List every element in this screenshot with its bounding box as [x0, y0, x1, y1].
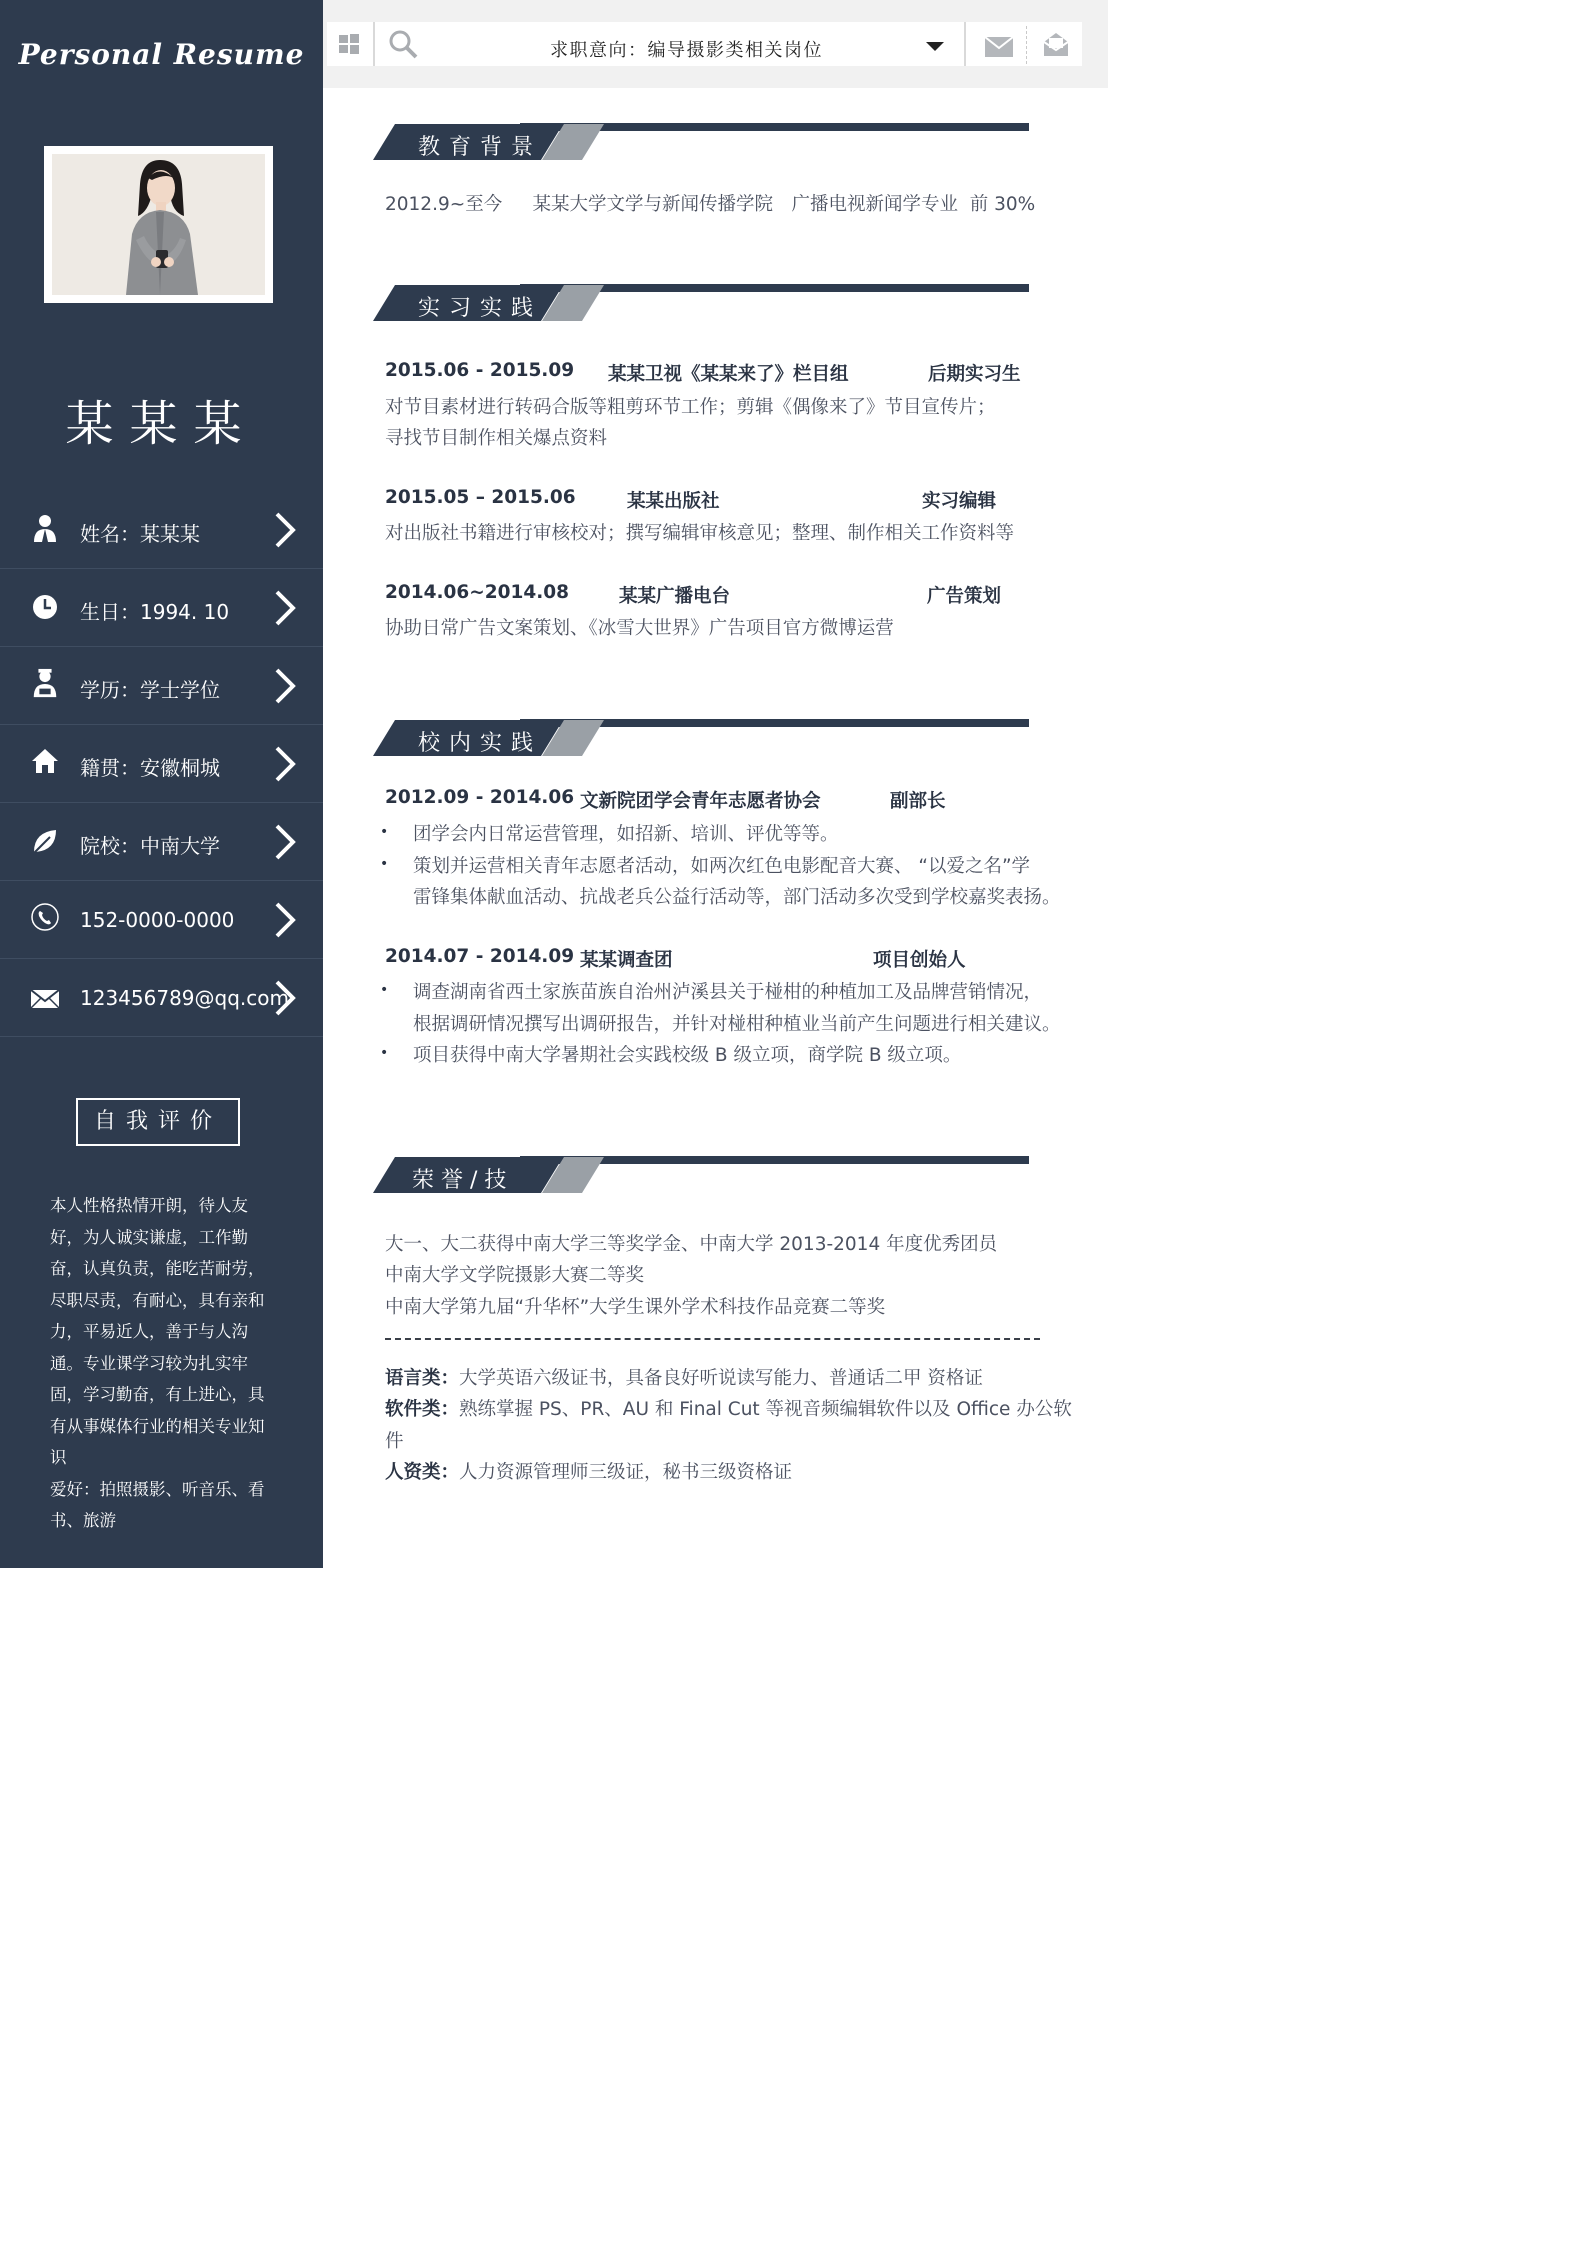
campus-bullet: 策划并运营相关青年志愿者活动，如两次红色电影配音大赛、 “以爱之名”学 [413, 856, 1031, 877]
internship-detail: 对出版社书籍进行审核校对；撰写编辑审核意见；整理、制作相关工作资料等 [385, 523, 1015, 544]
windows-icon[interactable] [338, 33, 360, 55]
info-email-text: 123456789@qq.com [80, 986, 289, 1010]
section-title-education: 教育背景 [418, 135, 543, 160]
info-row-school[interactable] [0, 802, 323, 881]
info-name-text: 姓名：某某某 [80, 522, 200, 546]
internship-date: 2015.05 – 2015.06 [385, 487, 576, 508]
education-line: 2012.9~至今 某某大学文学与新闻传播学院 广播电视新闻学专业 前 30% [385, 194, 1036, 215]
info-row-degree[interactable] [0, 646, 323, 725]
info-row-name[interactable] [0, 490, 323, 569]
campus-bullet-continued: 雷锋集体献血活动、抗战老兵公益行活动等，部门活动多次受到学校嘉奖表扬。 [413, 887, 1061, 908]
dashed-divider [385, 1338, 1040, 1340]
info-phone-text: 152-0000-0000 [80, 908, 235, 932]
campus-role: 项目创始人 [873, 950, 966, 971]
campus-bullet: 团学会内日常运营管理，如招新、培训、评优等等。 [413, 824, 839, 845]
internship-role: 后期实习生 [928, 364, 1021, 385]
internship-detail: 对节目素材进行转码合版等粗剪环节工作；剪辑《偶像来了》节目宣传片； [385, 397, 996, 418]
topbar-divider [964, 22, 966, 66]
section-title-honors: 荣誉/技 [412, 1168, 514, 1193]
honor-line: 中南大学第九届“升华杯”大学生课外学术科技作品竞赛二等奖 [385, 1297, 886, 1318]
info-row-email[interactable] [0, 958, 323, 1037]
campus-org: 某某调查团 [580, 950, 673, 971]
info-degree-text: 学历：学士学位 [80, 678, 220, 702]
internship-detail: 寻找节目制作相关爆点资料 [385, 428, 608, 449]
internship-role: 实习编辑 [922, 491, 997, 512]
skill-text: 大学英语六级证书，具备良好听说读写能力、普通话二甲 资格证 [459, 1368, 983, 1389]
info-hometown-text: 籍贯：安徽桐城 [80, 756, 220, 780]
honor-line: 中南大学文学院摄影大赛二等奖 [385, 1265, 645, 1286]
chevron-right-icon [272, 588, 298, 628]
bullet-dot: • [380, 824, 389, 840]
candidate-name: 某某某 [65, 396, 258, 452]
chevron-right-icon [272, 900, 298, 940]
search-icon[interactable] [388, 29, 418, 59]
chevron-down-icon[interactable] [926, 42, 944, 52]
skill-label: 语言类： [385, 1368, 460, 1389]
mail-icon [30, 984, 60, 1014]
campus-date: 2012.09 - 2014.06 [385, 787, 575, 808]
info-row-birthday[interactable] [0, 568, 323, 647]
bullet-dot: • [380, 1045, 389, 1061]
internship-date: 2015.06 - 2015.09 [385, 360, 575, 381]
campus-date: 2014.07 - 2014.09 [385, 946, 575, 967]
info-row-phone[interactable] [0, 880, 323, 959]
clock-icon [30, 592, 60, 622]
campus-role: 副部长 [890, 791, 946, 812]
skill-line-language [385, 1364, 983, 1390]
chevron-right-icon [272, 510, 298, 550]
chevron-right-icon [272, 822, 298, 862]
skill-line-software [385, 1395, 1072, 1421]
bullet-dot: • [380, 856, 389, 872]
skill-label: 人资类： [385, 1462, 460, 1483]
phone-icon [30, 902, 60, 932]
skill-text: 人力资源管理师三级证，秘书三级资格证 [459, 1462, 793, 1483]
self-eval-block [50, 1190, 280, 1537]
section-title-campus: 校内实践 [418, 731, 543, 756]
avatar-photo [52, 154, 265, 295]
chevron-right-icon [272, 744, 298, 784]
internship-org: 某某广播电台 [619, 586, 731, 607]
topbar-divider [373, 22, 375, 66]
self-eval-title: 自我评价 [76, 1098, 240, 1146]
skill-text: 件 [385, 1431, 404, 1452]
topbar-dotted-divider [1026, 26, 1028, 64]
internship-date: 2014.06~2014.08 [385, 582, 570, 603]
section-title-internship: 实习实践 [418, 296, 543, 321]
internship-org: 某某卫视《某某来了》栏目组 [608, 364, 849, 385]
skill-text: 熟练掌握 PS、PR、AU 和 Final Cut 等视音频编辑软件以及 Office 办公软 [459, 1399, 1072, 1420]
graduate-icon [30, 668, 60, 698]
internship-detail: 协助日常广告文案策划、《冰雪大世界》广告项目官方微博运营 [385, 618, 894, 639]
campus-bullet: 调查湖南省西土家族苗族自治州泸溪县关于椪柑的种植加工及品牌营销情况， [413, 982, 1043, 1003]
skill-line-hr [385, 1458, 792, 1484]
campus-org: 文新院团学会青年志愿者协会 [580, 791, 821, 812]
skill-label: 软件类： [385, 1399, 460, 1420]
mail-icon[interactable] [985, 37, 1013, 57]
honor-line: 大一、大二获得中南大学三等奖学金、中南大学 2013-2014 年度优秀团员 [385, 1234, 998, 1255]
self-eval-text: 本人性格热情开朗，待人友好，为人诚实谦虚，工作勤奋，认真负责，能吃苦耐劳，尽职尽责，有耐心，具有亲和力，平易近人，善于与人沟通。专业课学习较为扎实牢固，学习勤奋，有上进心，具有从事媒体行业的相关专业知识 [50, 1196, 265, 1467]
info-birthday-text: 生日：1994. 10 [80, 600, 230, 624]
info-row-hometown[interactable] [0, 724, 323, 803]
skill-line-software-continued [385, 1427, 404, 1453]
campus-bullet: 项目获得中南大学暑期社会实践校级 B 级立项，商学院 B 级立项。 [413, 1045, 962, 1066]
info-school-text: 院校：中南大学 [80, 834, 220, 858]
internship-role: 广告策划 [927, 586, 1002, 607]
bullet-dot: • [380, 982, 389, 998]
internship-org: 某某出版社 [627, 491, 720, 512]
chevron-right-icon [272, 666, 298, 706]
campus-bullet-continued: 根据调研情况撰写出调研报告，并针对椪柑种植业当前产生问题进行相关建议。 [413, 1014, 1061, 1035]
leaf-icon [30, 826, 60, 856]
open-mail-icon[interactable] [1043, 31, 1069, 57]
job-intent-field[interactable]: 求职意向：编导摄影类相关岗位 [550, 40, 823, 61]
person-icon [30, 514, 60, 544]
home-icon [30, 746, 60, 776]
hobby-text: 爱好：拍照摄影、听音乐、看书、旅游 [50, 1479, 265, 1530]
brand-title: Personal Resume [18, 38, 305, 71]
chevron-right-icon [272, 978, 298, 1018]
